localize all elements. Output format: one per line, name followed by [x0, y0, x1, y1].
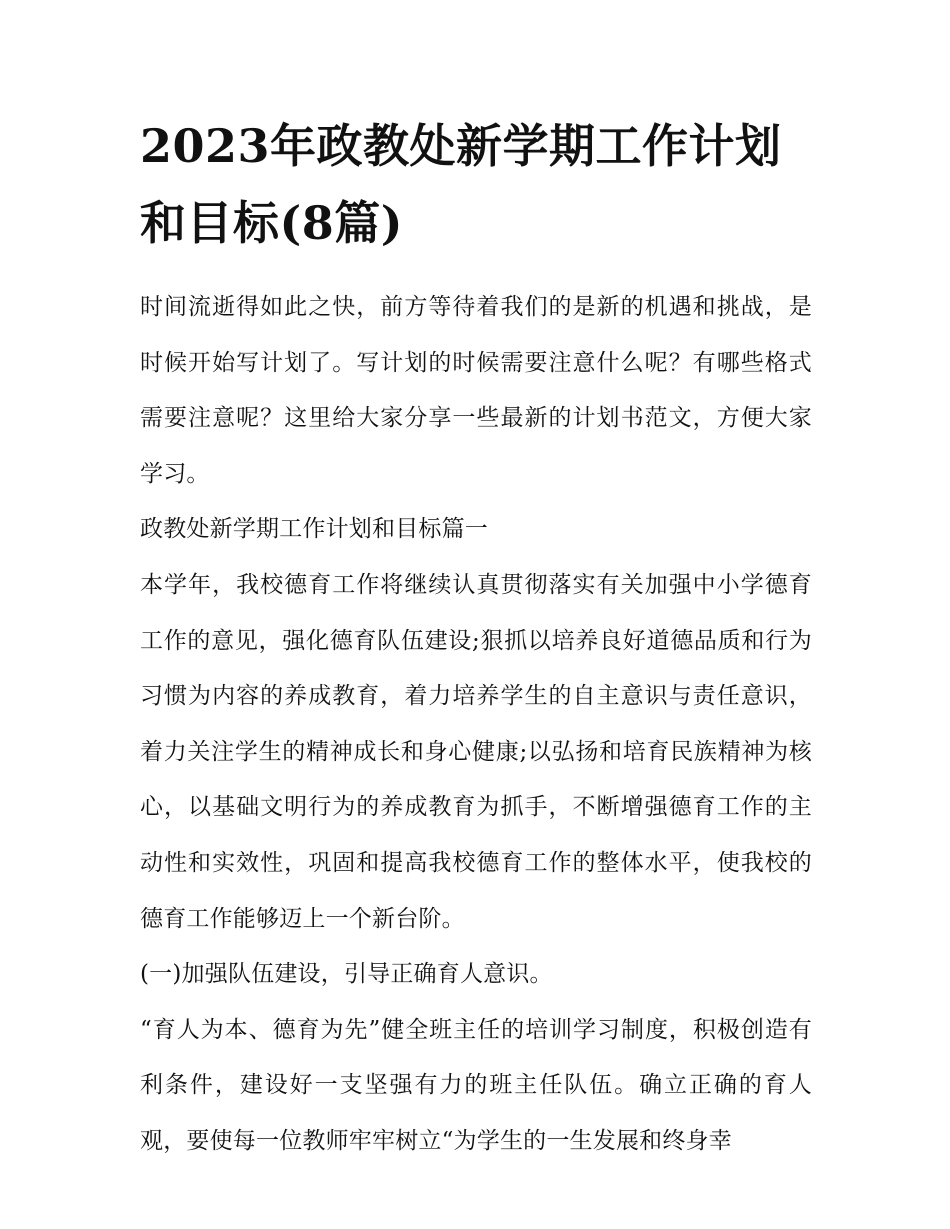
- body-paragraph: 本学年，我校德育工作将继续认真贯彻落实有关加强中小学德育工作的意见，强化德育队伍建设;狠抓以培养良好道德品质和行为习惯为内容的养成教育，着力培养学生的自主意识与责任意识，着力关注学生的精神成长和身心健康;以弘扬和培育民族精神为核心，以基础文明行为的养成教育为抓手，不断增强德育工作的主动性和实效性，巩固和提高我校德育工作的整体水平，使我校的德育工作能够迈上一个新台阶。: [140, 571, 812, 932]
- section-heading: 政教处新学期工作计划和目标篇一: [140, 516, 488, 543]
- intro-paragraph: 时间流逝得如此之快，前方等待着我们的是新的机遇和挑战，是时候开始写计划了。写计划的时候需要注意什么呢？有哪些格式需要注意呢？这里给大家分享一些最新的计划书范文，方便大家学习。: [140, 294, 812, 487]
- document-title: 2023年政教处新学期工作计划和目标(8篇): [140, 119, 782, 250]
- body-paragraph-continued: “育人为本、德育为先”健全班主任的培训学习制度，积极创造有利条件，建设好一支坚强有力的班主任队伍。确立正确的育人观，要使每一位教师牢牢树立“为学生的一生发展和终身幸: [140, 1016, 812, 1154]
- subsection-heading: (一)加强队伍建设，引导正确育人意识。: [140, 961, 553, 988]
- document-page: [140, 108, 812, 1170]
